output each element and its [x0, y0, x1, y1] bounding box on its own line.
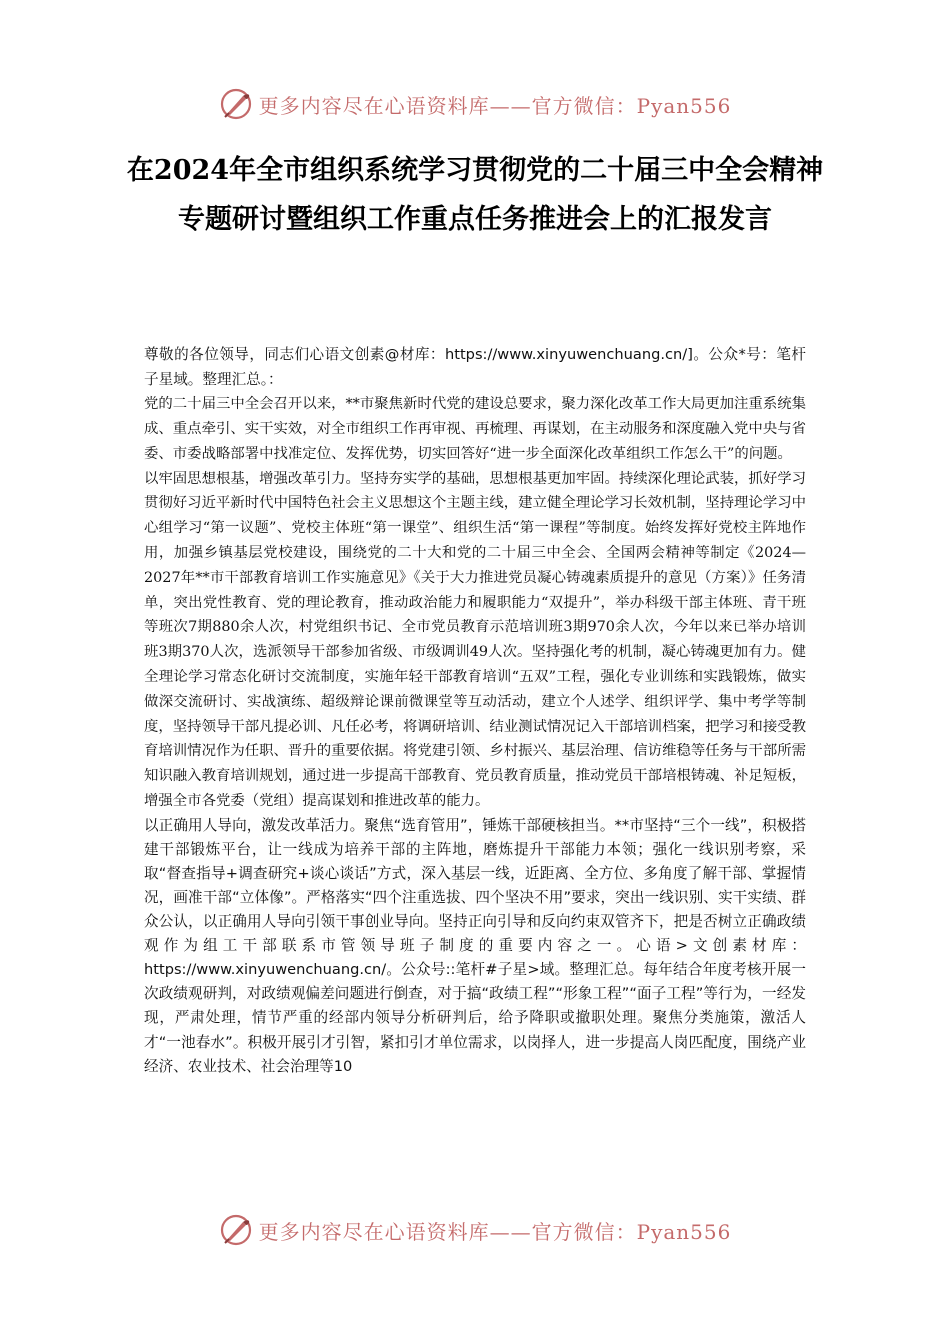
banner-text: 更多内容尽在心语资料库——官方微信：Pyan556: [258, 93, 732, 118]
paragraph-personnel: 以正确用人导向，激发改革活力。聚焦“选育管用”，锤炼干部硬核担当。**市坚持“三个一线”，积极搭建干部锻炼平台，让一线成为培养干部的主阵地，磨炼提升干部能力本领；强化一线识别考察，采取“督查指导+调查研究+谈心谈话”方式，深入基层一线，近距离、全方位、多角度了解干部、掌握情况，画准干部“立体像”。严格落实“四个注重选拔、四个坚决不用”要求，突出一线识别、实干实绩、群众公认，以正确用人导向引领干事创业导向。坚持正向引导和反向约束双管齐下，把是否树立正确政绩观作为组工干部联系市管领导班子制度的重要内容之一。心语>文创素材库：https://www.xinyuwenchuang.cn/。公众号::笔杆#子星>域。整理汇总。每年结合年度考核开展一次政绩观研判，对政绩观偏差问题进行倒查，对于搞“政绩工程”“形象工程”“面子工程”等行为，一经发现，严肃处理，情节严重的经部内领导分析研判后，给予降职或撤职处理。聚焦分类施策，激活人才“一池春水”。积极开展引才引智，紧扣引才单位需求，以岗择人，进一步提高人岗匹配度，围绕产业经济、农业技术、社会治理等10: [144, 816, 806, 1075]
document-title: 在2024年全市组织系统学习贯彻党的二十届三中全会精神专题研讨暨组织工作重点任务推进会上的汇报发言: [126, 155, 824, 235]
paragraph-intro: 党的二十届三中全会召开以来，**市聚焦新时代党的建设总要求，聚力深化改革工作大局更加注重系统集成、重点牵引、实干实效，对全市组织工作再审视、再梳理、再谋划，在主动服务和深度融入党中央与省委、市委战略部署中找准定位、发挥优势，切实回答好“进一步全面深化改革组织工作怎么干”的问题。: [144, 396, 806, 462]
top-watermark-banner: [0, 84, 950, 124]
banner-text: 更多内容尽在心语资料库——官方微信：Pyan556: [258, 1219, 732, 1244]
document-body: [144, 343, 806, 1079]
paragraph-ideology: 以牢固思想根基，增强改革引力。坚持夯实学的基础，思想根基更加牢固。持续深化理论武装，抓好学习贯彻好习近平新时代中国特色社会主义思想这个主题主线，建立健全理论学习长效机制，坚持理论学习中心组学习“第一议题”、党校主体班“第一课堂”、组织生活“第一课程”等制度。始终发挥好党校主阵地作用，加强乡镇基层党校建设，围绕党的二十大和党的二十届三中全会、全国两会精神等制定《2024—2027年**市干部教育培训工作实施意见》《关于大力推进党员凝心铸魂素质提升的意见（方案）》任务清单，突出党性教育、党的理论教育，推动政治能力和履职能力“双提升”，举办科级干部主体班、青干班等班次7期880余人次，村党组织书记、全市党员教育示范培训班3期970余人次，今年以来已举办培训班3期370人次，选派领导干部参加省级、市级调训49人次。坚持强化考的机制，凝心铸魂更加有力。健全理论学习常态化研讨交流制度，实施年轻干部教育培训“五双”工程，强化专业训练和实践锻炼，做实做深交流研讨、实战演练、超级辩论课前微课堂等互动活动，建立个人述学、组织评学、集中考学等制度，坚持领导干部凡提必训、凡任必考，将调研培训、结业测试情况记入干部培训档案，把学习和接受教育培训情况作为任职、晋升的重要依据。将党建引领、乡村振兴、基层治理、信访维稳等任务与干部所需知识融入教育培训规划，通过进一步提高干部教育、党员教育质量，推动党员干部培根铸魂、补足短板，增强全市各党委（党组）提高谋划和推进改革的能力。: [144, 470, 806, 809]
quill-logo-icon: [219, 87, 253, 121]
bottom-watermark-banner: [0, 1210, 950, 1250]
quill-logo-icon: [219, 1213, 253, 1247]
paragraph-salutation: 尊敬的各位领导，同志们心语文创素@材库：https://www.xinyuwenchuang.cn/]。公众*号：笔杆子星域。整理汇总。：: [144, 346, 806, 388]
